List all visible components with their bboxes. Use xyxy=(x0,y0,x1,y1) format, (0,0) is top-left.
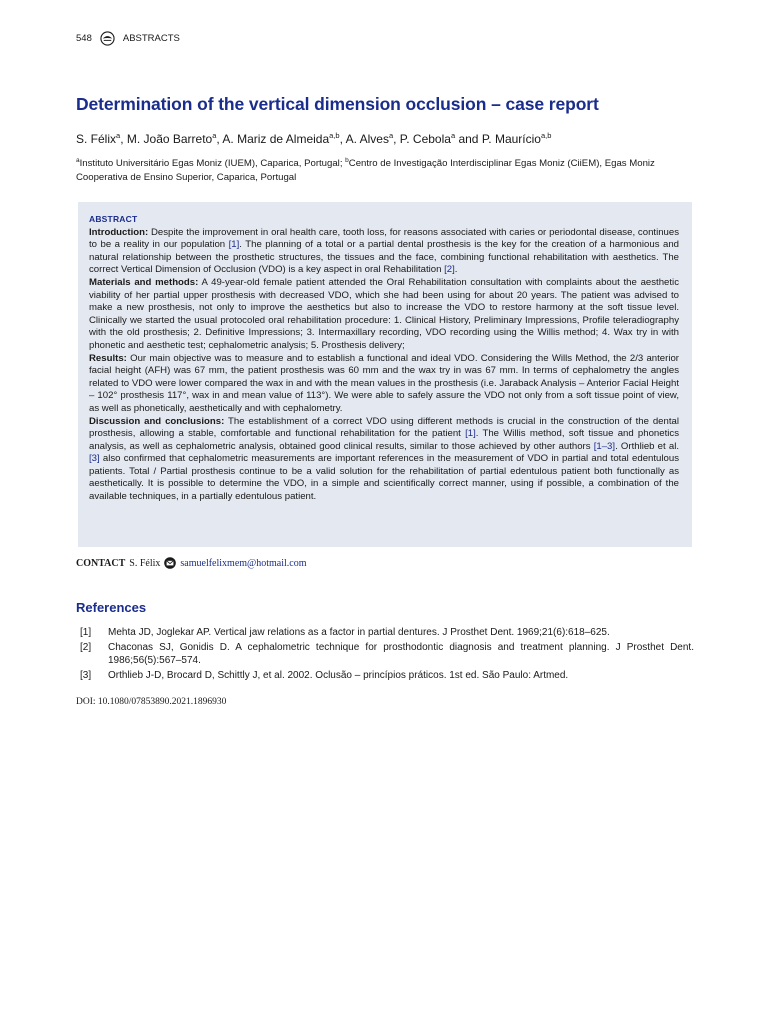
journal-logo-icon xyxy=(100,31,115,46)
citation-link[interactable]: [1–3] xyxy=(593,440,616,452)
article-title: Determination of the vertical dimension occlusion – case report xyxy=(76,94,599,114)
author-name: M. João Barreto xyxy=(126,132,213,146)
author-affiliation-marker: a,b xyxy=(540,131,552,140)
reference-number: [3] xyxy=(80,669,92,681)
author-name: P. Maurício xyxy=(481,132,541,146)
doi-line[interactable]: DOI: 10.1080/07853890.2021.1896930 xyxy=(76,697,227,707)
reference-number: [1] xyxy=(80,627,92,638)
reference-text: Chaconas SJ, Gonidis D. A cephalometric technique for prosthodontic diagnosis and treatment planning. J Prosthet Dent. 1986;56(5):567–574. xyxy=(108,641,694,666)
references-heading: References xyxy=(76,600,147,615)
abstract-text: Our main objective was to measure and to establish a functional and ideal VDO. Considering the Wills Method, the 2/3 anterior facial height (AFH) was 67 mm, the patient prosthesis was 60 mm and the wax try in was 67 mm. In terms of cephalometry the angles related to VDO were lower compared the wax in and with the mean values in the prosthesis (i.e. Jaraback Analysis – Anterior Facial Height – 102° prosthesis 117°, wax in and mean value of 113°). We were able to safely assure the VDO not only from a soft tissue point of view, as well as phonetically, aesthetically and with cephalometry. xyxy=(89,352,679,414)
reference-item xyxy=(80,626,694,639)
reference-item xyxy=(80,641,694,667)
email-icon xyxy=(164,557,176,569)
author-name: A. Alves xyxy=(345,132,389,146)
abstract-section-label: Results: xyxy=(89,352,127,364)
reference-list xyxy=(80,626,694,683)
abstract-paragraph xyxy=(89,353,679,416)
abstract-text: The establishment of a correct VDO using different methods is crucial in the construction of the dental prosthesis, allowing a stable, comfortable and functional rehabilitation for the patient xyxy=(89,415,679,440)
reference-item xyxy=(80,669,694,682)
author-separator: , xyxy=(339,132,346,146)
citation-link[interactable]: [1] xyxy=(228,239,240,251)
abstract-paragraph xyxy=(89,227,679,277)
running-header xyxy=(76,31,180,46)
abstract-text: . Orthlieb et al. xyxy=(615,440,679,452)
author-affiliation-marker: a,b xyxy=(329,131,340,140)
author-separator: and xyxy=(455,132,482,146)
author-affiliation-marker: a xyxy=(388,131,394,140)
abstract-text: also confirmed that cephalometric measurements are important references in the measurement of VDO in partial and total edentulous patients. Total / Partial prosthesis continue to be a valid solution for the rehabilitation of partial edentulous patient both functionally as aesthetically. It is possible to determine the VDO, in a simple and scientifically correct manner, using if possible, a combination of the available techniques, in a partially edentulous patient. xyxy=(89,453,679,503)
author-name: A. Mariz de Almeida xyxy=(222,132,330,146)
citation-link[interactable]: [1] xyxy=(465,428,476,440)
reference-text: Orthlieb J-D, Brocard D, Schittly J, et al. 2002. Oclusão – princípios práticos. 1st ed. São Paulo: Artmed. xyxy=(108,669,569,681)
abstract-text: A 49-year-old female patient attended the Oral Rehabilitation consultation with complaints about the aesthetic viability of her partial upper prosthesis with decreased VDO, which she had been using for about 20 years. The patient was advised to make a new prosthesis, not only to improve the aesthetics but also to increase the VDO to restore harmony at the soft tissue level. Clinically we started the usual protocoled oral rehabilitation procedure: 1. Clinical History, Preliminary Impressions, Profile teleradiography with the old prosthesis; 2. Definitive Impressions; 3. Intermaxillary recording, VDO recording using the Willis method; 4. Wax try in with phonetic and aesthetic test; cephalometric analysis; 5. Prosthesis delivery; xyxy=(89,276,679,351)
abstract-content xyxy=(89,213,679,504)
contact-name: S. Félix xyxy=(129,557,161,569)
abstract-box xyxy=(78,202,692,547)
affiliation-b: Centro de Investigação Interdisciplinar Egas Moniz (CiiEM), Egas Moniz Cooperativa de Ensino Superior, Caparica, Portugal xyxy=(76,158,655,183)
author-list xyxy=(76,132,551,146)
author-separator: , xyxy=(120,132,127,146)
abstract-paragraph xyxy=(89,416,679,504)
contact-email-link[interactable]: samuelfelixmem@hotmail.com xyxy=(180,557,307,569)
abstract-paragraph xyxy=(89,277,679,353)
author-affiliation-marker: a xyxy=(212,131,217,140)
author-affiliation-marker: a xyxy=(116,131,121,140)
affiliation-a: Instituto Universitário Egas Moniz (IUEM), Caparica, Portugal; xyxy=(79,158,346,169)
abstract-section-label: Materials and methods: xyxy=(89,276,199,288)
page-number: 548 xyxy=(76,33,92,44)
affiliation-a-marker: a xyxy=(76,156,80,164)
author-name: S. Félix xyxy=(76,132,117,146)
abstract-text: Despite the improvement in oral health care, tooth loss, for reasons associated with caries or periodontal disease, continues to be a reality in our population xyxy=(89,226,679,251)
contact-line xyxy=(76,557,307,569)
reference-text: Mehta JD, Joglekar AP. Vertical jaw relations as a factor in partial dentures. J Prosthet Dent. 1969;21(6):618–625. xyxy=(108,627,610,638)
contact-label: CONTACT xyxy=(76,557,126,569)
section-label: ABSTRACTS xyxy=(122,33,180,44)
abstract-text: . xyxy=(454,264,458,276)
citation-link[interactable]: [2] xyxy=(444,264,455,276)
citation-link[interactable]: [3] xyxy=(89,453,100,465)
abstract-section-label: Discussion and conclusions: xyxy=(89,415,225,427)
author-name: P. Cebola xyxy=(399,132,451,146)
author-affiliation-marker: a xyxy=(450,131,456,140)
affiliations xyxy=(76,157,692,185)
author-separator: , xyxy=(393,132,400,146)
reference-number: [2] xyxy=(80,641,92,653)
abstract-text: . The Willis method, soft tissue and phonetics analysis, as well as cephalometric analysis, obtained good clinical results, similar to those achieved by other authors xyxy=(89,428,679,452)
affiliation-b-marker: b xyxy=(345,156,349,164)
abstract-text: . The planning of a total or a partial dental prosthesis is the key for the creation of a harmonious and natural relationship between the prosthetic structures, the tissues and the face, combining functional rehabilitation with aesthetics. The correct Vertical Dimension of Occlusion (VDO) is a key aspect in oral Rehabilitation xyxy=(89,239,679,276)
author-separator: , xyxy=(216,132,223,146)
abstract-heading: ABSTRACT xyxy=(89,214,138,224)
abstract-section-label: Introduction: xyxy=(89,226,149,238)
